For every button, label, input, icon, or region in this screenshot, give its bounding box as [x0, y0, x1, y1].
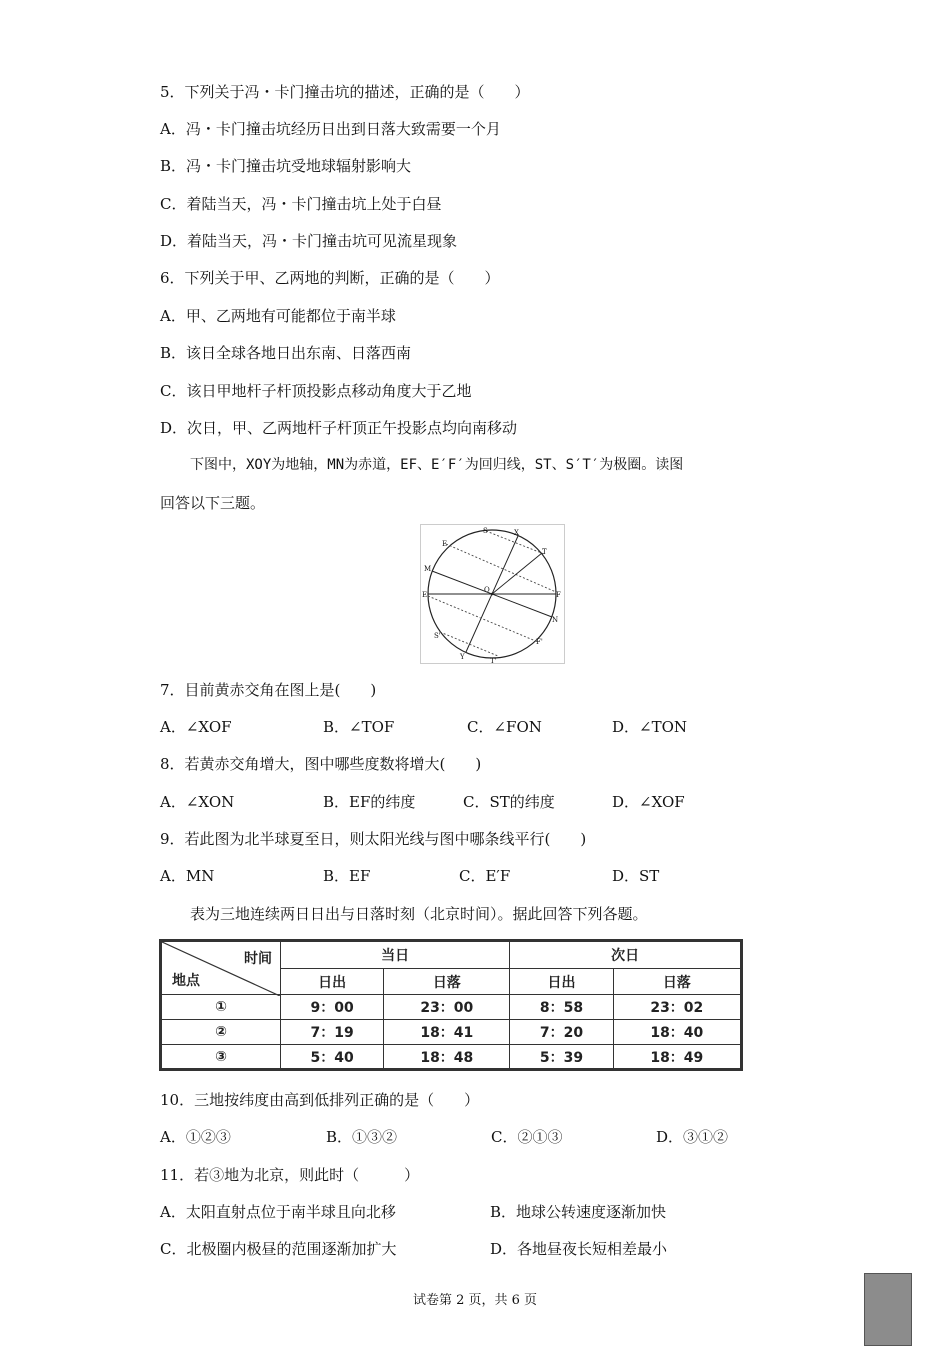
- q11-stem: 11．若③地为北京，则此时（ ）: [160, 1166, 420, 1184]
- corner-time-label: 时间: [244, 951, 272, 967]
- label-n: N: [552, 616, 559, 624]
- header-sunrise-day1: 日出: [281, 969, 384, 995]
- earth-axis-diagram: [420, 524, 565, 664]
- q7-option-d: D．∠TON: [612, 718, 688, 736]
- q9-option-d: D．ST: [612, 867, 660, 885]
- q9-option-a: A．MN: [160, 867, 215, 885]
- table-corner-cell: [161, 941, 281, 995]
- corner-place-label: 地点: [172, 973, 200, 989]
- q8-stem: 8．若黄赤交角增大，图中哪些度数将增大( ): [160, 755, 482, 773]
- time-cell: 5：40: [281, 1045, 384, 1070]
- time-cell: 7：19: [281, 1020, 384, 1045]
- label-y: Y: [460, 653, 465, 661]
- q10-option-c: C．②①③: [491, 1128, 563, 1146]
- place-cell: ③: [161, 1045, 281, 1070]
- time-cell: 18：40: [613, 1020, 741, 1045]
- q6-option-c: C．该日甲地杆子杆顶投影点移动角度大于乙地: [160, 382, 472, 400]
- q5-option-a: A．冯・卡门撞击坑经历日出到日落大致需要一个月: [160, 120, 501, 138]
- q10-option-b: B．①③②: [326, 1128, 398, 1146]
- q6-stem: 6．下列关于甲、乙两地的判断，正确的是（ ）: [160, 269, 500, 287]
- table-row: [161, 995, 742, 1020]
- intro-diagram-line2: 回答以下三题。: [160, 494, 266, 512]
- intro-diagram-line1: 下图中，XOY为地轴，MN为赤道，EF、E′F′为回归线，ST、S′T′为极圈。读图: [190, 457, 684, 473]
- label-o: O: [484, 586, 490, 594]
- place-cell: ①: [161, 995, 281, 1020]
- table-row: [161, 1045, 742, 1070]
- label-s2: S': [434, 632, 441, 640]
- q10-option-d: D．③①②: [656, 1128, 729, 1146]
- center-o: [491, 593, 494, 596]
- time-cell: 5：39: [510, 1045, 613, 1070]
- q5-option-d: D．着陆当天，冯・卡门撞击坑可见流星现象: [160, 232, 458, 250]
- time-cell: 18：49: [613, 1045, 741, 1070]
- q6-option-b: B．该日全球各地日出东南、日落西南: [160, 344, 412, 362]
- q5-option-c: C．着陆当天，冯・卡门撞击坑上处于白昼: [160, 195, 442, 213]
- q10-option-a: A．①②③: [160, 1128, 231, 1146]
- q7-option-c: C．∠FON: [467, 718, 542, 736]
- q8-option-a: A．∠XON: [160, 793, 235, 811]
- label-f: F: [556, 591, 561, 599]
- q8-option-b: B．EF的纬度: [323, 793, 416, 811]
- time-cell: 18：48: [384, 1045, 510, 1070]
- q5-stem: 5．下列关于冯・卡门撞击坑的描述，正确的是（ ）: [160, 83, 530, 101]
- q8-option-c: C．ST的纬度: [463, 793, 555, 811]
- q7-option-b: B．∠TOF: [323, 718, 395, 736]
- label-f2: F': [536, 638, 543, 646]
- scroll-thumb[interactable]: [864, 1273, 912, 1346]
- time-cell: 9：00: [281, 995, 384, 1020]
- label-m: M: [424, 565, 432, 573]
- q11-option-d: D．各地昼夜长短相差最小: [490, 1240, 668, 1258]
- label-s: S: [483, 527, 488, 535]
- q6-option-a: A．甲、乙两地有可能都位于南半球: [160, 307, 396, 325]
- time-cell: 23：00: [384, 995, 510, 1020]
- time-cell: 18：41: [384, 1020, 510, 1045]
- q11-option-b: B．地球公转速度逐渐加快: [490, 1203, 667, 1221]
- q9-option-c: C．E′F: [459, 867, 511, 885]
- intro-table: 表为三地连续两日日出与日落时刻（北京时间）。据此回答下列各题。: [190, 905, 648, 923]
- place-cell: ②: [161, 1020, 281, 1045]
- q7-stem: 7．目前黄赤交角在图上是( ): [160, 681, 377, 699]
- q10-stem: 10．三地按纬度由高到低排列正确的是（ ）: [160, 1091, 480, 1109]
- time-cell: 7：20: [510, 1020, 613, 1045]
- tropic-line-2: [428, 596, 538, 642]
- q8-option-d: D．∠XOF: [612, 793, 685, 811]
- sunrise-sunset-table: [159, 939, 743, 1071]
- q5-option-b: B．冯・卡门撞击坑受地球辐射影响大: [160, 157, 412, 175]
- q9-option-b: B．EF: [323, 867, 371, 885]
- label-e: E: [442, 540, 448, 548]
- q7-option-a: A．∠XOF: [160, 718, 232, 736]
- header-sunset-day1: 日落: [384, 969, 510, 995]
- line-ot: [492, 553, 542, 594]
- page-footer: 试卷第 2 页，共 6 页: [412, 1293, 538, 1308]
- antarctic-circle-st2: [440, 632, 498, 656]
- q6-option-d: D．次日，甲、乙两地杆子杆顶正午投影点均向南移动: [160, 419, 518, 437]
- q11-option-c: C．北极圈内极昼的范围逐渐加扩大: [160, 1240, 397, 1258]
- time-cell: 8：58: [510, 995, 613, 1020]
- table-row: [161, 1020, 742, 1045]
- header-day2: 次日: [510, 941, 742, 969]
- header-day1: 当日: [281, 941, 510, 969]
- time-cell: 23：02: [613, 995, 741, 1020]
- label-e2: E': [422, 591, 430, 599]
- label-t2: T': [490, 657, 497, 664]
- q11-option-a: A．太阳直射点位于南半球且向北移: [160, 1203, 396, 1221]
- label-x: X: [514, 529, 519, 537]
- label-t: T: [542, 548, 547, 556]
- header-sunrise-day2: 日出: [510, 969, 613, 995]
- q9-stem: 9．若此图为北半球夏至日，则太阳光线与图中哪条线平行( ): [160, 830, 587, 848]
- header-sunset-day2: 日落: [613, 969, 741, 995]
